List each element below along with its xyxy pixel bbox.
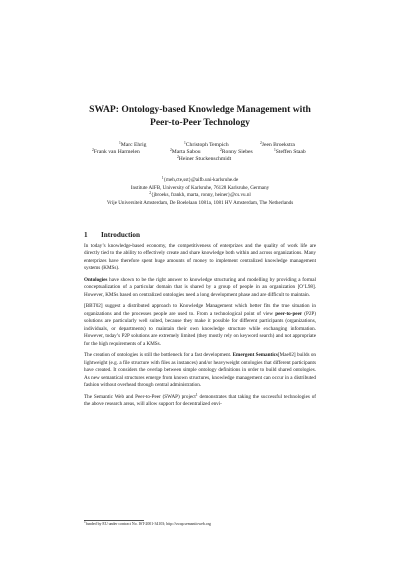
institution-2: Vrije Universiteit Amsterdam, De Boelelaan 1081a, 1081 HV Amsterdam, The Netherlands [106,199,294,206]
paragraph-4: The creation of ontologies is still the bottleneck for a fast development. Emergent Semantics[Mae02] builds on lightweight (e.g. a file structure with files as instances) and/or heavyweight ontologies that different participants have created. It considers the overlap between simple ontology definitions in order to build shared ontologies. As new semantical structures emerge from known structures, knowledge management can occur in a distributed fashion without overhead through central administration. [84,352,316,388]
author: $^1$Steffen Staab [274,147,306,155]
body-text [84,243,316,413]
paragraph-2: Ontologies have shown to be the right answer to knowledge structuring and modelling by providing a formal conceptualization of a particular domain that is shared by a group of people in an organization [O’L98]. However, KMSs based on centralized ontologies need a long development phase and are difficult to maintain. [84,276,316,298]
author: $^2$Jeen Broekstra [260,140,295,148]
author: $^2$Marta Sabou [170,147,201,155]
title-line-2: Peer-to-Peer Technology [150,117,250,128]
author-row-3 [70,156,330,163]
affiliations [40,177,360,207]
email-line-1: $^1${meh,cte,sst}@aifb.uni-karlsruhe.de [161,175,239,183]
author: $^1$Marc Ehrig [119,140,147,148]
author-list [70,142,330,163]
footnote: $^1$funded by EU under contract No. IST-2001-34103; http://swap.semanticweb.org [84,520,211,527]
institution-1: Institute AIFB, University of Karlsruhe, 76128 Karlsruhe, Germany [130,184,270,191]
author: $^2$Heiner Stuckenschmidt [177,154,232,162]
title-line-1: SWAP: Ontology-based Knowledge Management with [89,104,311,115]
author: $^2$Frank van Harmelen [92,147,140,155]
paragraph-3: [BBT02] suggest a distributed approach to Knowledge Management which better fits the true situation in organizations and the processes people are used to. From a technological point of view peer-to-peer (P2P) solutions are particularly well suited, because they make it possible for different participants (organizations, individuals, or departments) to maintain their own knowledge structure while exchanging information. However, today’s P2P solutions are extremely limited (they mostly rely on keyword search) and not appropriate for the high requirements of a KMSs. [84,303,316,347]
author: $^1$Christoph Tempich [184,140,229,148]
paragraph-5: The Semantic Web and Peer-to-Peer (SWAP) project$^1$ demonstrates that taking the successful technologies of the above research areas, will allow support for decentralized envi- [84,392,316,407]
paragraph-1: In today’s knowledge-based economy, the competitiveness of enterprizes and the quality of work life are directly tied to the ability to effectively create and share knowledge both within and across organizations. Many enterprizes have therefore spent huge amounts of money to implement centralized knowledge management systems (KMSs). [84,243,316,272]
section-title: Introduction [101,231,141,239]
footnote-rule [84,520,144,521]
section-heading [84,231,140,239]
author-row-1 [70,142,330,149]
author-row-2 [70,149,330,156]
paper-title [40,103,360,129]
section-number: 1 [84,231,88,239]
author: $^2$Ronny Siebes [220,147,253,155]
email-line-2: $^2${jbroeks, frankh, marta, ronny, heiner}@cs.vu.nl [149,190,251,198]
